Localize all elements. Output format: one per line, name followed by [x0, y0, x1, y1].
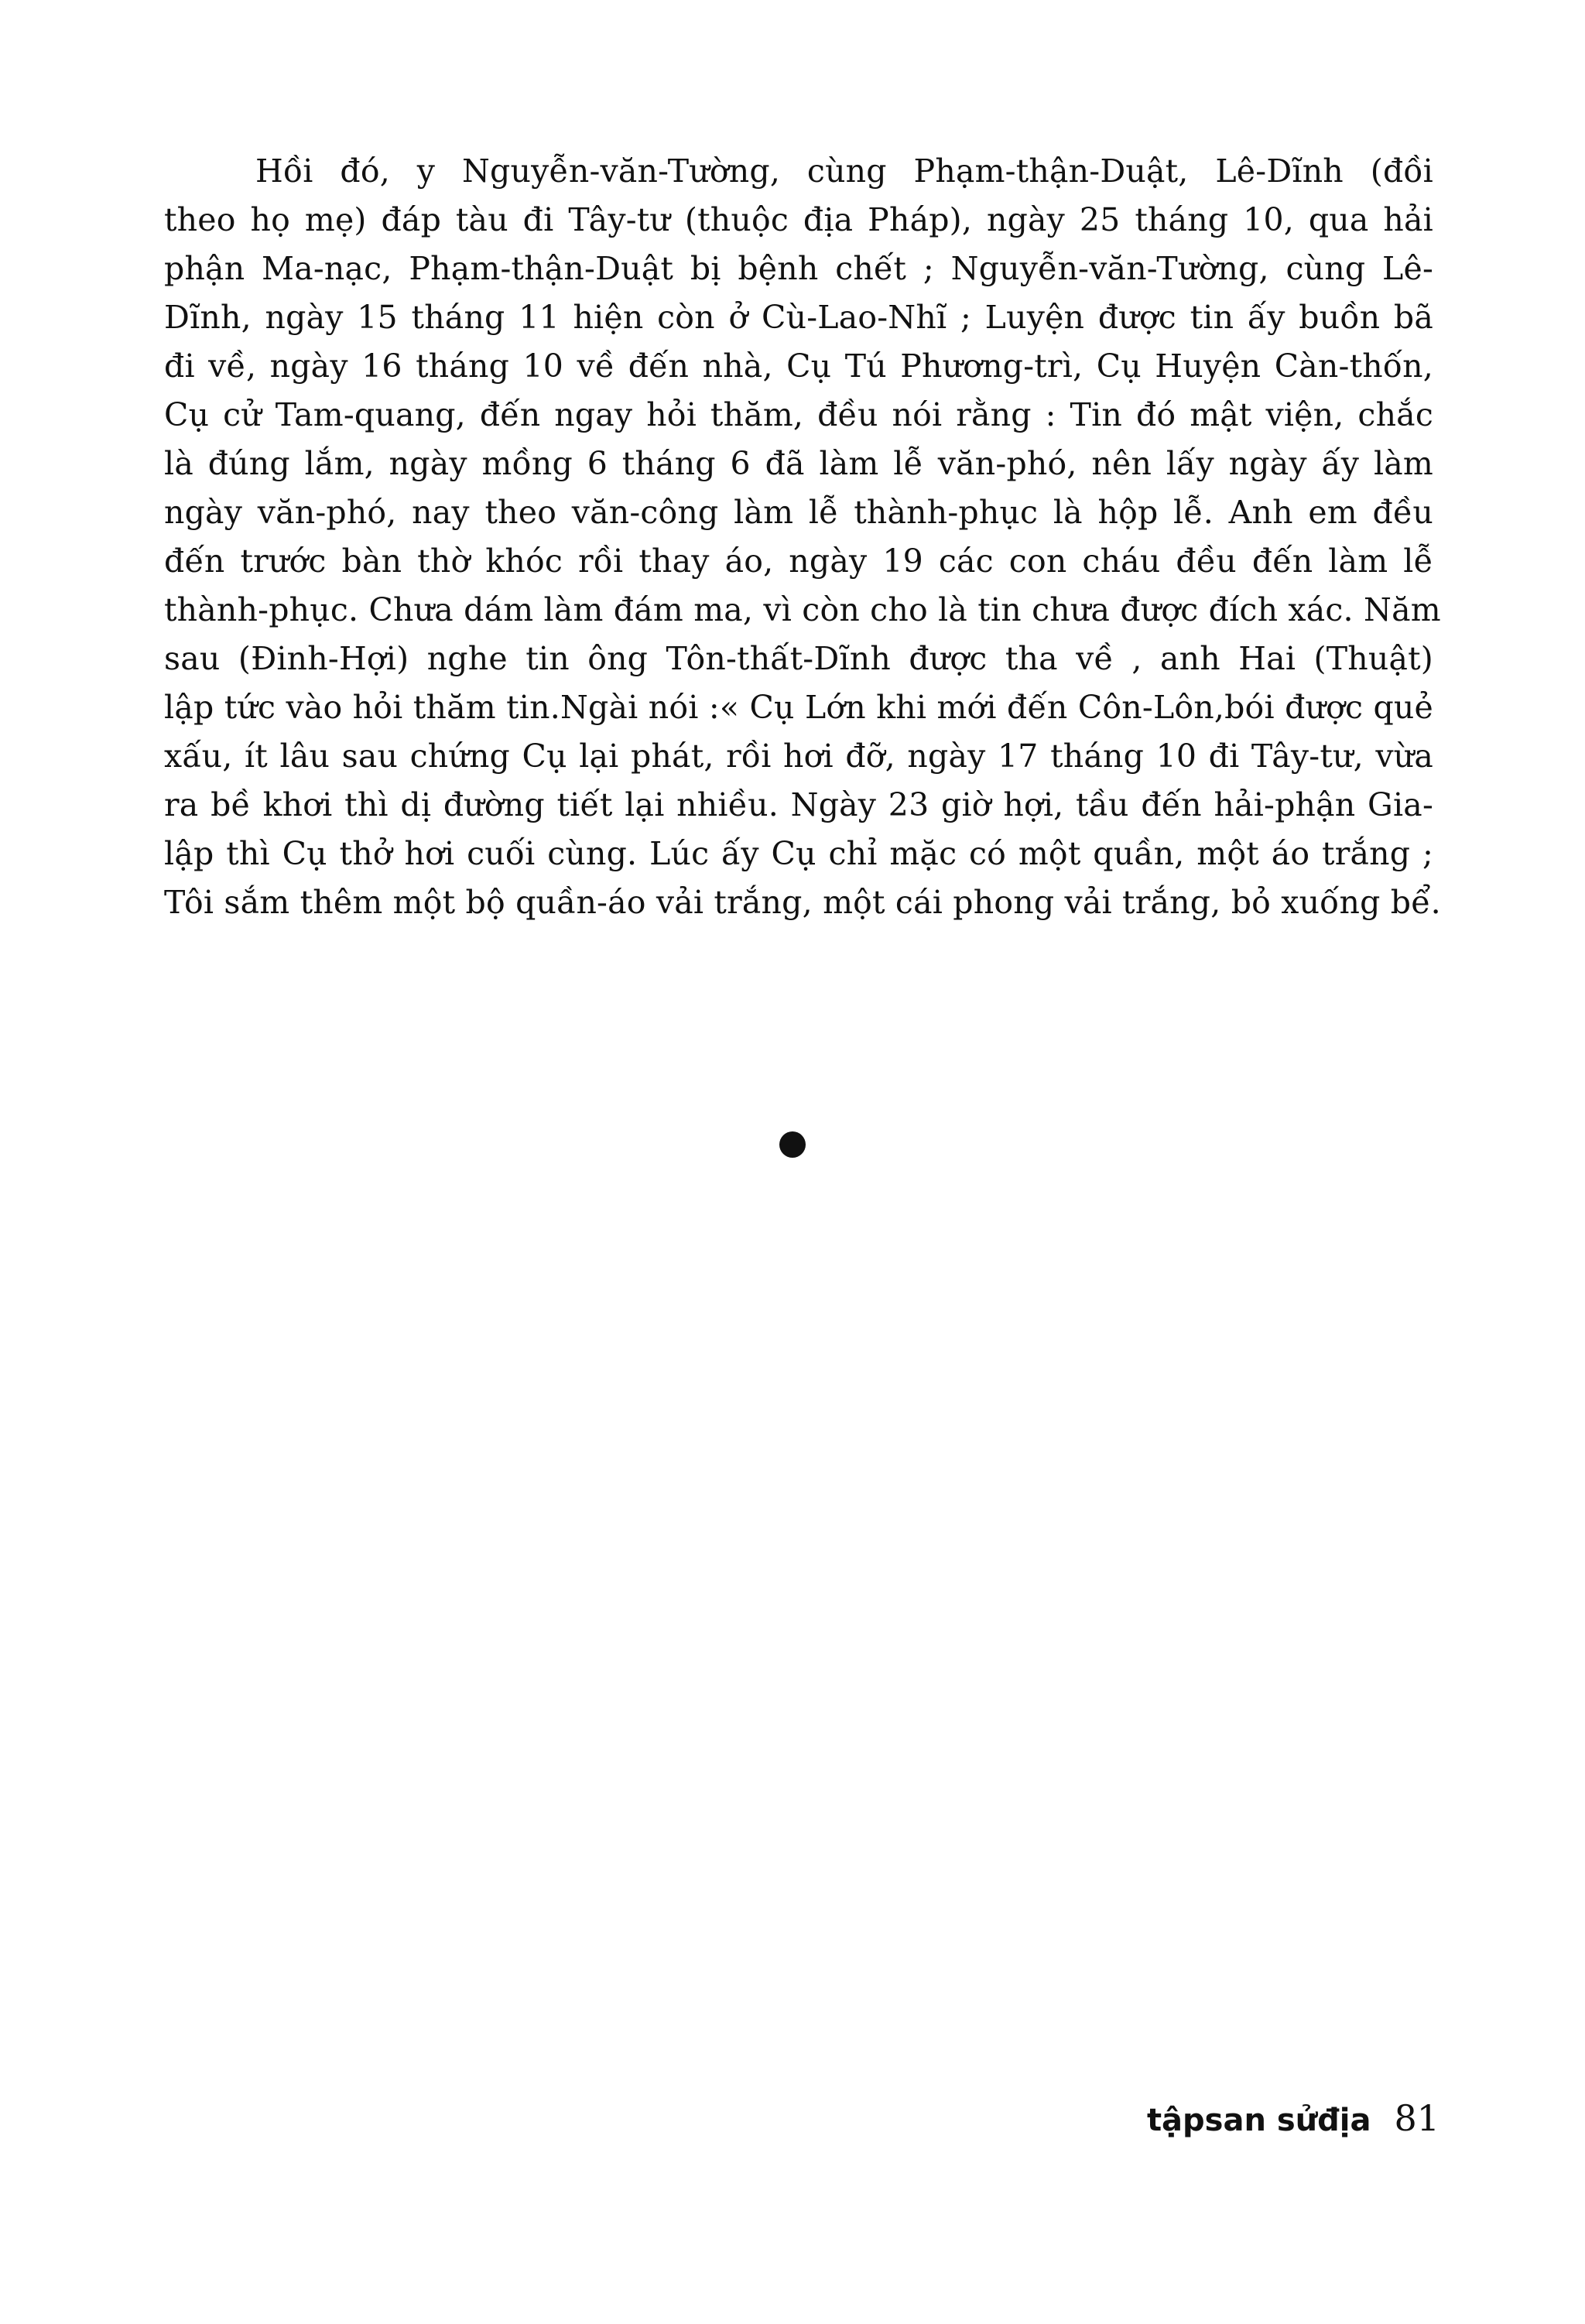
text-line: là đúng lắm, ngày mồng 6 tháng 6 đã làm lễ văn-phó, nên lấy ngày ấy làm: [164, 445, 1433, 482]
text-line: ngày văn-phó, nay theo văn-công làm lễ thành-phục là hộp lễ. Anh em đều: [164, 494, 1433, 531]
text-line: ra bề khơi thì dị đường tiết lại nhiều. Ngày 23 giờ hợi, tầu đến hải-phận Gia-: [164, 786, 1433, 823]
text-line: Hồi đó, y Nguyễn-văn-Tường, cùng Phạm-thận-Duật, Lê-Dĩnh (đồi: [255, 152, 1433, 190]
text-line: Dĩnh, ngày 15 tháng 11 hiện còn ở Cù-Lao-Nhĩ ; Luyện được tin ấy buồn bã: [164, 299, 1433, 336]
text-line: lập tức vào hỏi thăm tin.Ngài nói :« Cụ Lớn khi mới đến Côn-Lôn,bói được quẻ: [164, 689, 1433, 726]
text-line: lập thì Cụ thở hơi cuối cùng. Lúc ấy Cụ chỉ mặc có một quần, một áo trắng ;: [164, 835, 1433, 872]
page-footer: [1099, 2091, 1440, 2145]
text-line: theo họ mẹ) đáp tàu đi Tây-tư (thuộc địa Pháp), ngày 25 tháng 10, qua hải: [164, 201, 1433, 238]
body-paragraph: [164, 147, 1441, 927]
text-line: Tôi sắm thêm một bộ quần-áo vải trắng, một cái phong vải trắng, bỏ xuống bể.: [164, 884, 1441, 921]
text-line: xấu, ít lâu sau chứng Cụ lại phát, rồi hơi đỡ, ngày 17 tháng 10 đi Tây-tư, vừa: [164, 738, 1433, 775]
text-line: Cụ cử Tam-quang, đến ngay hỏi thăm, đều nói rằng : Tin đó mật viện, chắc: [164, 396, 1433, 433]
text-line: sau (Đinh-Hợi) nghe tin ông Tôn-thất-Dĩnh được tha về , anh Hai (Thuật): [164, 640, 1433, 677]
text-line: thành-phục. Chưa dám làm đám ma, vì còn cho là tin chưa được đích xác. Năm: [164, 591, 1441, 628]
text-line: phận Ma-nạc, Phạm-thận-Duật bị bệnh chết ; Nguyễn-văn-Tường, cùng Lê-: [164, 250, 1433, 287]
section-divider-dot: [779, 1131, 806, 1158]
page-number: 81: [1394, 2097, 1440, 2139]
text-line: đi về, ngày 16 tháng 10 về đến nhà, Cụ Tú Phương-trì, Cụ Huyện Càn-thốn,: [164, 347, 1433, 385]
text-line: đến trước bàn thờ khóc rồi thay áo, ngày 19 các con cháu đều đến làm lễ: [164, 542, 1433, 580]
publication-title: tậpsan sửđịa: [1146, 2103, 1371, 2138]
